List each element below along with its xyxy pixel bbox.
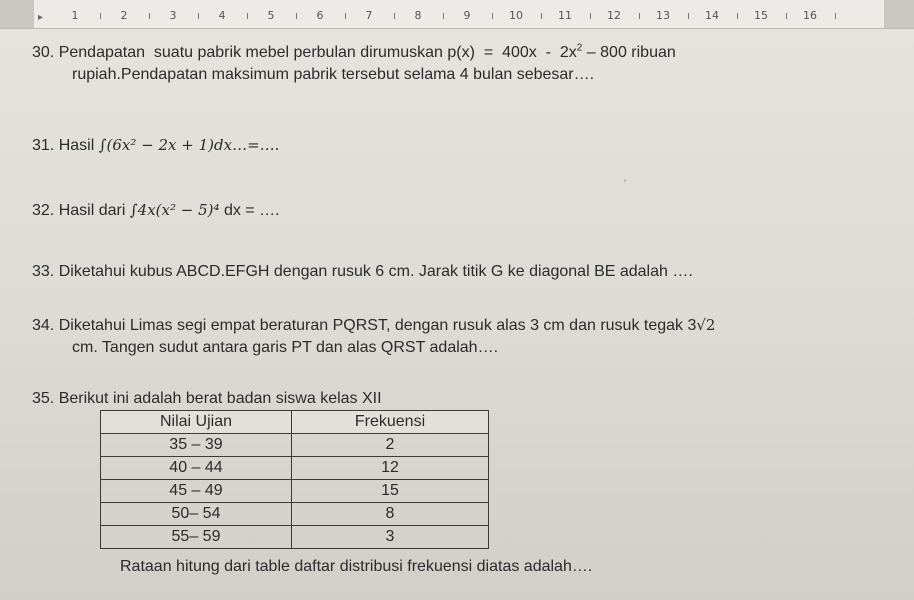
ruler-number: 7 — [365, 9, 373, 22]
question-30: 30. Pendapatan suatu pabrik mebel perbulan dirumuskan $p(x) = 400x - 2x^2 - 800$ ribuan rupiah.Pendapatan maksimum pabrik tersebut selama 4 bulan sebesar…. — [32, 42, 676, 83]
integral-expression: ∫4x(x² − 5)⁴ — [129, 201, 220, 219]
ruler-number: 8 — [414, 9, 422, 22]
ruler-number: 12 — [607, 9, 621, 22]
ruler-tick — [786, 13, 787, 19]
question-34: 34. Diketahui Limas segi empat beraturan PQRST, dengan rusuk alas 3 cm dan rusuk tegak 3√2 cm. Tangen sudut antara garis PT dan alas QRST adalah…. — [32, 316, 716, 356]
ruler-number: 5 — [267, 9, 275, 22]
question-35: 35. Berikut ini adalah berat badan siswa kelas XII — [32, 390, 382, 407]
table-caption: Rataan hitung dari table daftar distribusi frekuensi diatas adalah…. — [120, 558, 593, 575]
question-33: 33. Diketahui kubus ABCD.EFGH dengan rusuk 6 cm. Jarak titik G ke diagonal BE adalah …. — [32, 263, 693, 280]
ruler-tick — [100, 13, 101, 19]
question-32: 32. Hasil dari ∫4x(x² − 5)⁴ dx = …. — [32, 201, 280, 219]
ruler-tick — [541, 13, 542, 19]
ruler-number: 11 — [558, 9, 572, 22]
ruler-tick — [639, 13, 640, 19]
ruler-tick — [492, 13, 493, 19]
ruler-tick — [443, 13, 444, 19]
ruler-tick — [394, 13, 395, 19]
ruler-tick — [149, 13, 150, 19]
ruler-number: 13 — [656, 9, 670, 22]
table-row: 50– 54 8 — [101, 503, 489, 526]
ruler-number: 2 — [120, 9, 128, 22]
ruler-tick — [688, 13, 689, 19]
table-header-row: Nilai Ujian Frekuensi — [101, 411, 489, 434]
ruler-tick — [590, 13, 591, 19]
table-row: 35 – 39 2 — [101, 434, 489, 457]
integral-expression: ∫(6x² − 2x + 1)dx…=…. — [98, 136, 280, 154]
frequency-table — [100, 410, 489, 549]
ruler-number: 10 — [509, 9, 523, 22]
ruler-number: 3 — [169, 9, 177, 22]
ruler-tick — [345, 13, 346, 19]
ruler-tick — [296, 13, 297, 19]
sqrt-expression: √2 — [696, 316, 716, 334]
indent-marker-icon: ▸ — [38, 12, 44, 23]
table-row: 45 – 49 15 — [101, 480, 489, 503]
table-row: 40 – 44 12 — [101, 457, 489, 480]
ruler-number: 16 — [803, 9, 817, 22]
photographed-page: ▸ 1 2 3 4 5 6 7 8 9 10 11 12 13 14 15 16 30. Pendapatan suatu pabrik mebel perbulan dirumuskan $p(x) = 400x - 2x^2 - 800$ ribuan rupiah.Pendapatan maksimum pabrik tersebut selama 4 bulan sebesar…. 31. Hasil ∫(6x² − 2x + 1)dx…=…. 32. Hasil dari ∫4x(x² − 5)⁴ dx = …. ‘ 33. Diketahui kubus ABCD.EFGH dengan rusuk 6 cm. Jarak titik G ke diagonal BE adalah …. 34. Diketahui Limas segi empat beraturan PQRST, dengan rusuk alas 3 cm dan rusuk tegak 3√2 cm. Tangen sudut antara garis PT dan alas QRST adalah…. 35. Berikut ini adalah berat badan siswa kelas XII Nilai Ujian Frekuensi 35 – 39 2 40 – 44 12 45 – 49 15 50– 54 8 55– 59 3 Rataan hitung dari table daftar distribusi frekuensi diatas adalah…. — [0, 0, 914, 600]
ruler-tick — [198, 13, 199, 19]
ruler — [0, 0, 914, 29]
ruler-tick — [247, 13, 248, 19]
ruler-number: 6 — [316, 9, 324, 22]
ruler-tick — [835, 13, 836, 19]
ruler-tick — [737, 13, 738, 19]
ruler-number: 1 — [71, 9, 79, 22]
question-31: 31. Hasil ∫(6x² − 2x + 1)dx…=…. — [32, 136, 280, 154]
ruler-number: 9 — [463, 9, 471, 22]
ruler-number: 14 — [705, 9, 719, 22]
ruler-number: 15 — [754, 9, 768, 22]
table-row: 55– 59 3 — [101, 526, 489, 549]
ruler-number: 4 — [218, 9, 226, 22]
